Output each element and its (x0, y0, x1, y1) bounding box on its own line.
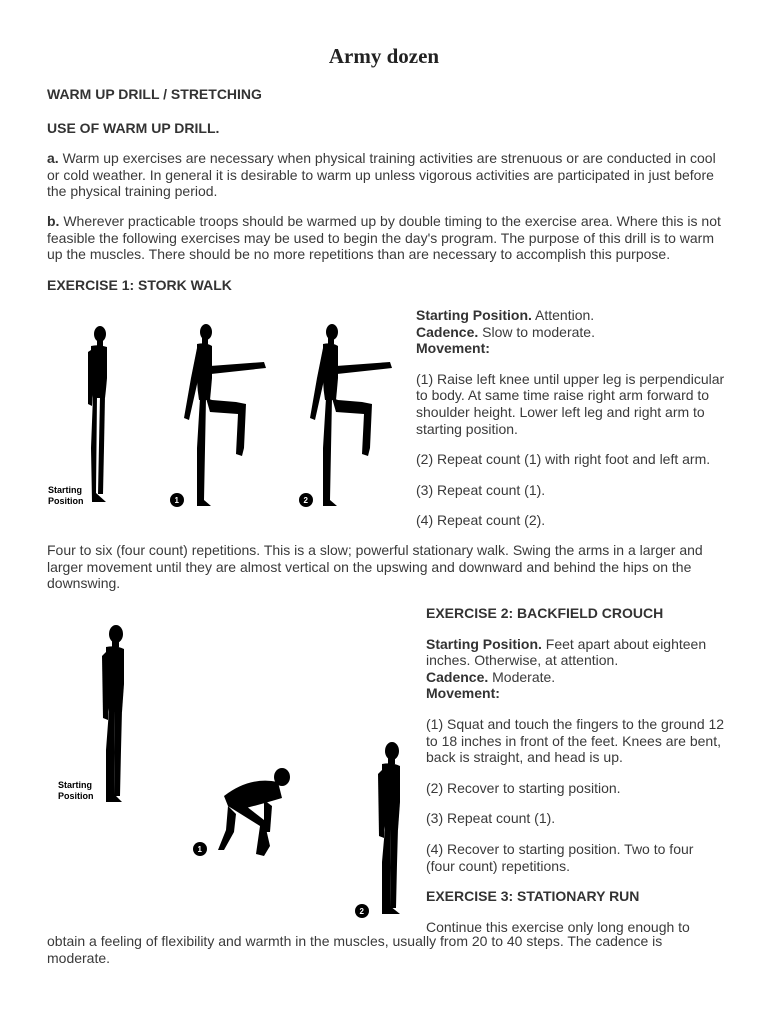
exercise2-cadence: Cadence. Moderate. (426, 668, 556, 685)
paragraph-b (47, 213, 727, 263)
exercise2-step-4: (4) Recover to starting position. Two to four (four count) repetitions. (426, 840, 694, 874)
paragraph-b-text: Wherever practicable troops should be warmed up by double timing to the exercise area. Where this is not feasible the following exercises may be used to begin the day's program. The purpose of this drill is to warm up the muscles. There should be no more repetitions than are necessary to accomplish this purpose. (47, 213, 721, 263)
crouch-count1-marker-label: 1 (197, 845, 202, 854)
paragraph-a-label: a. (47, 150, 59, 166)
exercise2-details (426, 605, 726, 935)
exercise1-summary: Four to six (four count) repetitions. This is a slow; powerful stationary walk. Swing the arms in a larger and larger movement until they are almost vertical on the upswing and downward and behind the hips on the downswing. (47, 542, 703, 592)
exercise3-heading: EXERCISE 3: STATIONARY RUN (426, 888, 640, 905)
figure1-caption-line2: Position (48, 496, 84, 506)
figure2-caption-line2: Position (58, 791, 94, 801)
count1-marker-label: 1 (174, 496, 179, 505)
stork-walk-figure (44, 318, 280, 516)
exercise2-heading: EXERCISE 2: BACKFIELD CROUCH (426, 605, 664, 621)
crouch-figure-count1 (218, 768, 290, 856)
crouch-count2-marker-label: 2 (359, 907, 364, 916)
exercise1-details (416, 307, 726, 529)
subheading: USE OF WARM UP DRILL. (47, 120, 220, 136)
paragraph-a (47, 150, 727, 200)
exercise1-step-1: (1) Raise left knee until upper leg is perpendicular to body. At same time raise right arm forward to shoulder height. Lower left leg and right arm to starting position. (416, 370, 725, 437)
exercise1-starting-position: Starting Position. Attention. (416, 307, 595, 323)
exercise2-step-3: (3) Repeat count (1). (426, 810, 556, 827)
exercise1-movement-label: Movement: (416, 340, 490, 357)
crouch-figure-count2 (378, 742, 400, 914)
backfield-crouch-figure (50, 600, 410, 920)
stork-walk-figure-2 (290, 318, 400, 516)
crouch-figure-starting (102, 625, 124, 802)
exercise3-text-rest: obtain a feeling of flexibility and warmth in the muscles, usually from 20 to 40 steps. The cadence is moderate. (47, 933, 663, 966)
exercise2-movement-label: Movement: (426, 685, 500, 702)
exercise1-heading: EXERCISE 1: STORK WALK (47, 277, 232, 293)
exercise2-step-1: (1) Squat and touch the fingers to the ground 12 to 18 inches in front of the feet. Knees are bent, back is straight, and head is up. (426, 715, 725, 766)
paragraph-b-label: b. (47, 213, 60, 229)
stork-figure-count1 (184, 324, 266, 506)
section-heading: WARM UP DRILL / STRETCHING (47, 86, 262, 102)
stork-figure-starting (88, 326, 107, 502)
figure2-caption-line1: Starting (58, 780, 93, 790)
exercise1-step-2: (2) Repeat count (1) with right foot and left arm. (416, 451, 711, 468)
exercise2-step-2: (2) Recover to starting position. (426, 779, 621, 796)
exercise2-starting-position: Starting Position. Feet apart about eighteen inches. Otherwise, at attention. (426, 635, 707, 669)
exercise3-text-first: Continue this exercise only long enough to (426, 918, 690, 935)
page-title: Army dozen (328, 44, 440, 68)
figure1-caption-line1: Starting (48, 485, 83, 495)
paragraph-a-text: Warm up exercises are necessary when physical training activities are strenuous or are conducted in cool or cold weather. In general it is desirable to warm up unless vigorous activities are participated in just before the physical training period. (47, 150, 716, 200)
exercise1-cadence: Cadence. Slow to moderate. (416, 323, 595, 340)
count2-marker-label: 2 (303, 496, 308, 505)
exercise1-step-4: (4) Repeat count (2). (416, 512, 546, 529)
exercise1-step-3: (3) Repeat count (1). (416, 481, 546, 498)
